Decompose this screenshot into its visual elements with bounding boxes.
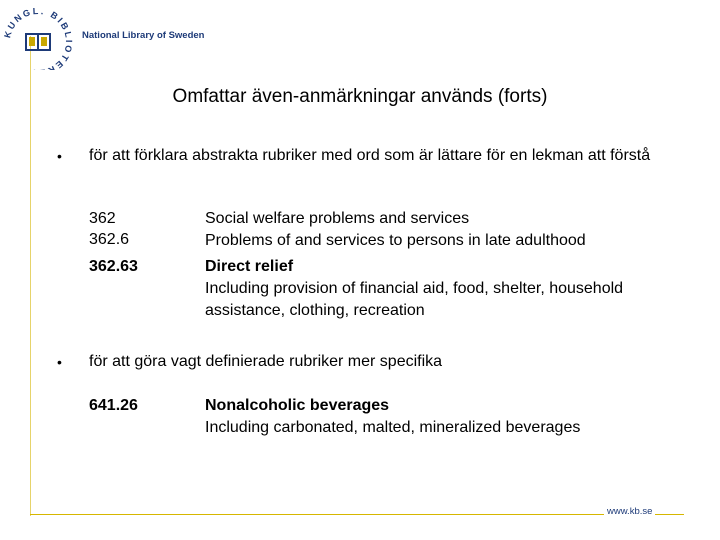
bullet-text: för att förklara abstrakta rubriker med ord som är lättare för en lekman att förstå bbox=[89, 147, 651, 164]
dewey-code: 362.6 bbox=[89, 231, 130, 248]
bottom-accent-line bbox=[30, 514, 684, 515]
dewey-code: 362.63 bbox=[89, 258, 138, 275]
entry-heading: Social welfare problems and services bbox=[205, 210, 470, 227]
footer-url[interactable]: www.kb.se bbox=[604, 506, 655, 517]
entry-heading: Direct relief bbox=[205, 258, 294, 275]
library-name: National Library of Sweden bbox=[82, 30, 205, 41]
slide-title: Omfattar även-anmärkningar används (forts) bbox=[172, 86, 548, 107]
bullet-text: för att göra vagt definierade rubriker mer specifika bbox=[89, 353, 443, 370]
left-accent-line bbox=[30, 36, 31, 516]
dewey-code: 641.26 bbox=[89, 397, 138, 414]
entry-heading: Nonalcoholic beverages bbox=[205, 397, 390, 414]
entry-heading: Problems of and services to persons in late adulthood bbox=[205, 232, 586, 249]
entry-note: Including provision of financial aid, food, shelter, household assistance, clothing, recreation bbox=[205, 280, 624, 319]
library-logo bbox=[2, 8, 76, 70]
bullet-marker: • bbox=[57, 354, 62, 370]
bullet-marker: • bbox=[57, 148, 62, 164]
entry-note: Including carbonated, malted, mineralized beverages bbox=[205, 419, 581, 436]
svg-text:KUNGL. BIBLIOTEKET: KUNGL. BIBLIOTE bbox=[2, 8, 75, 70]
crown-book-emblem-icon bbox=[2, 8, 76, 70]
dewey-code: 362 bbox=[89, 210, 116, 227]
